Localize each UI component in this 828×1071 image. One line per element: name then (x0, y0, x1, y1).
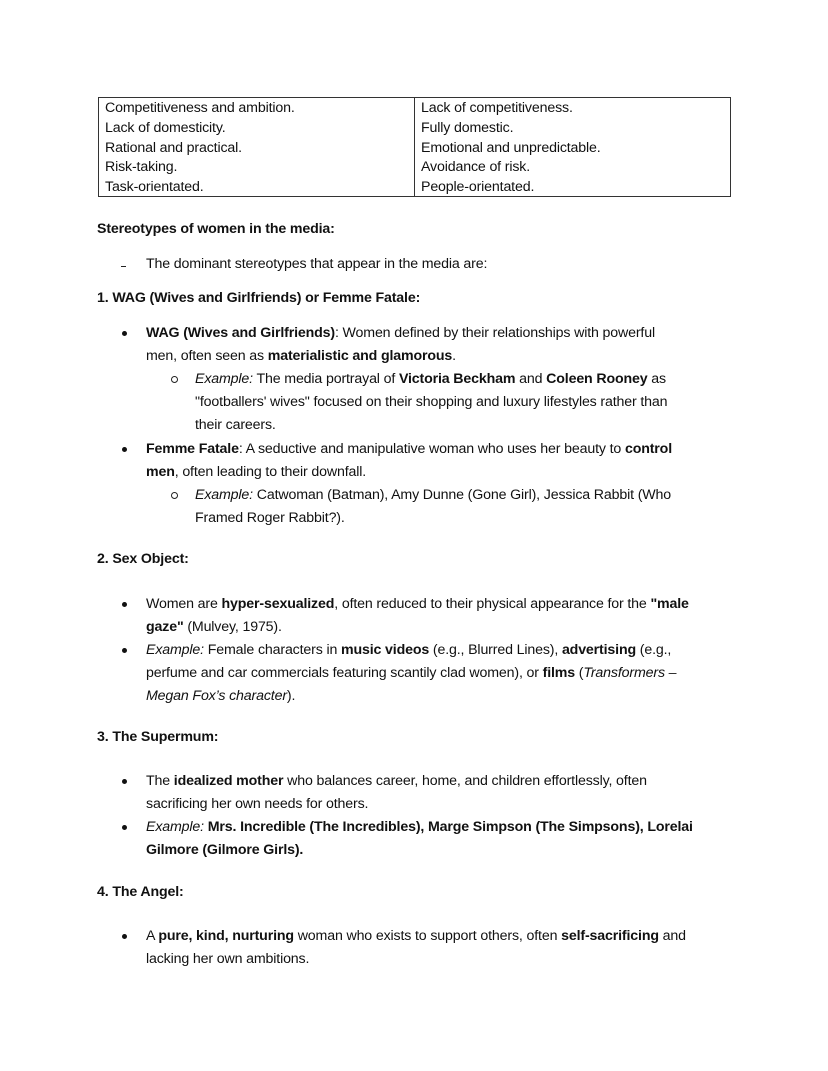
circle-bullet-icon (171, 492, 178, 499)
text: men, often seen as (146, 348, 268, 364)
bold-term: advertising (561, 642, 636, 658)
list-item-supermum-example (146, 816, 693, 862)
bold-term: "male (650, 596, 689, 612)
text: as (647, 371, 666, 387)
dash-bullet-icon (121, 266, 126, 267)
text: Catwoman (Batman), Amy Dunne (Gone Girl), Jessica Rabbit (Who (252, 487, 672, 503)
bold-term: films (542, 665, 576, 681)
table-cell: Risk-taking. (105, 159, 178, 176)
section-heading-1: 1. WAG (Wives and Girlfriends) or Femme Fatale: (97, 290, 421, 306)
text: lacking her own ambitions. (146, 951, 310, 967)
bold-term: Mrs. Incredible (The Incredibles), Marge Simpson (The Simpsons), Lorelai (203, 819, 693, 835)
bullet-icon (122, 331, 127, 336)
bold-term: hyper-sexualized (221, 596, 335, 612)
table-cell: Rational and practical. (105, 139, 242, 156)
section-heading-4: 4. The Angel: (97, 884, 184, 900)
section-heading-3: 3. The Supermum: (97, 729, 219, 745)
list-item-femme-fatale (146, 438, 672, 484)
bullet-icon (122, 447, 127, 452)
circle-bullet-icon (171, 376, 178, 383)
text: , often reduced to their physical appearance for the (334, 596, 651, 612)
text: : A seductive and manipulative woman who uses her beauty to (238, 441, 625, 457)
text: A (146, 928, 159, 944)
table-cell: Lack of domesticity. (105, 119, 226, 136)
text: ( (575, 665, 584, 681)
bold-term: control (624, 441, 672, 457)
text: The media portrayal of (252, 371, 399, 387)
example-label: Example: (146, 819, 204, 835)
list-subitem-wag-example (195, 368, 667, 437)
table-cell: Fully domestic. (421, 119, 514, 136)
bullet-icon (122, 602, 127, 607)
list-subitem-femme-fatale-example (195, 484, 671, 530)
text: and (658, 928, 686, 944)
text: sacrificing her own needs for others. (146, 796, 369, 812)
list-item-angel (146, 925, 686, 971)
traits-table (98, 97, 731, 197)
italic-title: Transformers – (583, 665, 677, 681)
text: woman who exists to support others, often (293, 928, 562, 944)
text: (Mulvey, 1975). (183, 619, 282, 635)
intro-bullet-text: The dominant stereotypes that appear in the media are: (146, 256, 488, 272)
traits-column-left (99, 98, 415, 196)
text: Framed Roger Rabbit?). (195, 510, 345, 526)
bold-term: Coleen Rooney (546, 371, 648, 387)
list-item-sex-object-example (146, 639, 676, 708)
list-item-supermum (146, 770, 647, 816)
table-cell: Avoidance of risk. (421, 159, 531, 176)
bullet-icon (122, 934, 127, 939)
table-cell: Competitiveness and ambition. (105, 100, 295, 116)
table-cell: Task-orientated. (105, 179, 204, 196)
bold-term: idealized mother (173, 773, 284, 789)
text: (e.g., Blurred Lines), (429, 642, 562, 658)
text: their careers. (195, 417, 276, 433)
example-label: Example: (195, 487, 253, 503)
list-item-wag (146, 322, 655, 368)
italic-title: Megan Fox’s character (146, 688, 287, 704)
text: "footballers' wives" focused on their shopping and luxury lifestyles rather than (195, 394, 668, 410)
bold-term: Femme Fatale (146, 441, 239, 457)
bold-term: self-sacrificing (561, 928, 659, 944)
bullet-icon (122, 648, 127, 653)
bullet-icon (122, 779, 127, 784)
section-title: Stereotypes of women in the media: (97, 221, 335, 237)
table-cell: Emotional and unpredictable. (421, 139, 601, 156)
text: . (452, 348, 456, 364)
bold-term: WAG (Wives and Girlfriends) (146, 325, 335, 341)
bold-term: men (146, 464, 175, 480)
bold-term: Victoria Beckham (398, 371, 516, 387)
text: perfume and car commercials featuring scantily clad women), or (146, 665, 543, 681)
bold-term: materialistic and glamorous (267, 348, 453, 364)
text: and (515, 371, 547, 387)
bold-term: music videos (341, 642, 430, 658)
traits-column-right (415, 98, 730, 196)
table-cell: Lack of competitiveness. (421, 100, 573, 116)
example-label: Example: (146, 642, 204, 658)
text: Women are (146, 596, 222, 612)
text: : Women defined by their relationships with powerful (334, 325, 655, 341)
bold-term: pure, kind, nurturing (158, 928, 294, 944)
list-item-sex-object (146, 593, 689, 639)
bullet-icon (122, 825, 127, 830)
text: , often leading to their downfall. (174, 464, 367, 480)
text: The (146, 773, 174, 789)
text: ). (286, 688, 296, 704)
text: (e.g., (635, 642, 672, 658)
bold-term: Gilmore (Gilmore Girls). (146, 842, 304, 858)
section-heading-2: 2. Sex Object: (97, 551, 189, 567)
table-cell: People-orientated. (421, 179, 535, 196)
example-label: Example: (195, 371, 253, 387)
bold-term: gaze" (146, 619, 184, 635)
text: Female characters in (203, 642, 342, 658)
text: who balances career, home, and children effortlessly, often (283, 773, 647, 789)
